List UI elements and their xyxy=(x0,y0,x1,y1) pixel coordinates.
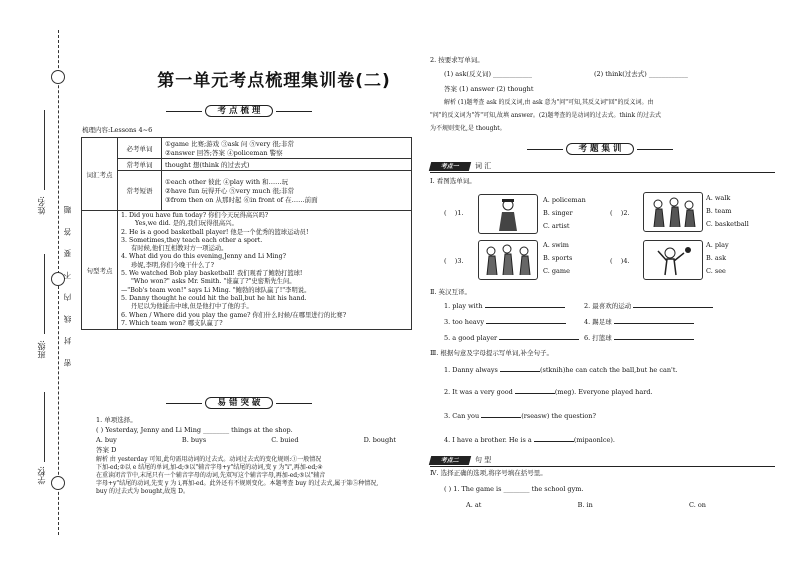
sentence-item: 丹尼以为他能击中球,但是他打中了他的手。 xyxy=(131,303,253,311)
section-banner-review: 考 点 梳 理 xyxy=(205,105,273,117)
answer-blank[interactable] xyxy=(486,323,566,324)
pic1-options xyxy=(543,196,586,230)
q2-analysis-1: 解析 (1)题考查 ask 的反义词,由 ask 意为"问"可知,其反义词"回"的反义词。由 xyxy=(444,99,654,106)
item-text: 3. Can you xyxy=(444,412,480,420)
translate-item xyxy=(584,318,694,327)
choice-option-c: C. on xyxy=(689,501,706,509)
school-label: 学校: xyxy=(37,466,46,485)
q2-analysis-2: "问"的反义词为"答"可知,故填 answer。(2)题考查的是动词的过去式。think 的过去式 xyxy=(430,112,662,119)
translate-item xyxy=(444,334,579,343)
sentence-item: 珍妮,李明,你们今晚干什么了? xyxy=(131,261,214,269)
pic4-options xyxy=(706,241,729,275)
fill-item xyxy=(444,366,678,375)
analysis-line: 下加-ed;②以 e 结尾的单词,加-d;③以"辅音字母+y"结尾的动词,变 y 为"i",再加-ed;④ xyxy=(96,464,323,472)
choice-option-a: A. at xyxy=(466,501,482,509)
sentence-item: 5. Danny thought he could hit the ball,but he hit his hand. xyxy=(121,294,307,302)
page-title: 第一单元考点梳理集训卷(二) xyxy=(157,71,391,91)
binding-hole xyxy=(51,70,65,84)
choice-question: ( ) 1. The game is ________ the school gym. xyxy=(444,485,584,493)
policeman-picture xyxy=(478,194,538,234)
translate-item xyxy=(444,302,565,311)
answer-blank[interactable] xyxy=(499,339,579,340)
pic2-options xyxy=(706,194,749,228)
mc-question: ( ) Yesterday, Jenny and Li Ming ________ things at the shop. xyxy=(96,426,293,434)
knowledge-table xyxy=(81,137,412,330)
vocab-category: 词汇考点 xyxy=(82,138,118,211)
basketball-team-picture xyxy=(643,192,703,232)
analysis-line: 解析 由 yesterday 可知,此句需用动词的过去式。动词过去式的变化规则:①一般情况 xyxy=(96,456,322,463)
analysis-line: 在重读闭音节中,末尾只有一个辅音字母的动词,先双写这个辅音字母,再加-ed;⑤以"辅音 xyxy=(96,472,326,480)
option: B. singer xyxy=(543,208,573,217)
option: A. swim xyxy=(543,241,569,249)
paren-blank: ( )2. xyxy=(610,209,630,217)
review-scope: 梳理内容:Lessons 4~6 xyxy=(82,126,153,134)
answer-blank[interactable] xyxy=(614,323,694,324)
mc-option-d: D. bought xyxy=(363,436,396,444)
common-words: thought 想(think 的过去式) xyxy=(162,159,412,171)
item-text: 3. too heavy xyxy=(444,318,485,326)
item-text: 5. a good player xyxy=(444,334,498,342)
binding-margin xyxy=(0,0,74,562)
sentence-category: 句型考点 xyxy=(82,211,118,330)
sentence-item: 有时候,他们互相教对方一项运动。 xyxy=(131,245,228,253)
fill-item xyxy=(444,388,653,397)
mc-answer: 答案 D xyxy=(96,446,117,454)
must-words-label: 必考单词 xyxy=(118,138,162,159)
paren-blank: ( )1. xyxy=(444,209,464,217)
mc-option-b: B. buys xyxy=(181,436,207,444)
section-tag-2: 考点二 xyxy=(429,456,471,465)
sentence-item: —"Bob's team won!" says Li Ming. "鲍勃的球队赢了!"李明说。 xyxy=(121,286,311,294)
item-text: (mipaonlce). xyxy=(573,436,615,444)
part2-heading: Ⅱ. 英汉互译。 xyxy=(430,288,472,296)
analysis-line: buy 的过去式为 bought,故选 D。 xyxy=(96,488,189,496)
sentence-item: 7. Which team won? 哪支队赢了? xyxy=(121,319,223,327)
mc-heading: 1. 单项选择。 xyxy=(96,416,137,424)
option: C. game xyxy=(543,266,570,275)
section-label-vocab: 词 汇 xyxy=(475,162,492,170)
mc-options xyxy=(96,436,396,445)
seal-notice: 密 封 线 内 不 要 答 题 xyxy=(63,200,72,367)
mc-option-c: C. buied xyxy=(271,436,299,444)
sentence-item: 2. He is a good basketball player! 他是一个优秀的篮球运动员! xyxy=(121,228,309,236)
q2-item-2: (2) think(过去式) ____________ xyxy=(594,70,688,78)
option: C. basketball xyxy=(706,219,749,228)
choice-option-b: B. in xyxy=(577,501,593,509)
option: B. team xyxy=(706,206,732,215)
common-phrases-label: 常考短语 xyxy=(118,171,162,211)
paren-blank: ( )4. xyxy=(610,257,630,265)
pic-number: 2. xyxy=(623,209,630,217)
item-text: 1. Danny always xyxy=(444,366,498,374)
play-picture xyxy=(643,240,703,280)
must-words-row: ①game 比赛;游戏 ③ask 问 ⑤very 很;非常 xyxy=(165,140,295,148)
q2-heading: 2. 按要求写单词。 xyxy=(430,56,484,64)
paren-blank: ( )3. xyxy=(444,257,464,265)
pic3-options xyxy=(543,241,572,275)
translate-item xyxy=(584,334,694,343)
sentence-item: Yes,we did. 是的,我们玩得很高兴。 xyxy=(135,220,238,228)
binding-hole xyxy=(51,476,65,490)
name-label: 姓名: xyxy=(37,196,46,215)
pic-number: 4. xyxy=(623,257,630,265)
item-text: 4. I have a brother. He is a xyxy=(444,436,532,444)
option: B. ask xyxy=(706,253,727,262)
item-text: (meg). Everyone played hard. xyxy=(554,388,653,396)
sentence-item: "Who won?" asks Mr. Smith. "谁赢了?"史密斯先生问。 xyxy=(131,278,296,286)
option: A. play xyxy=(706,241,729,249)
must-words-row: ②answer 回答;答案 ④policeman 警察 xyxy=(165,149,283,157)
part3-heading: Ⅲ. 根据句意及字母提示写单词,补全句子。 xyxy=(430,349,553,357)
option: C. artist xyxy=(543,221,570,230)
answer-blank[interactable] xyxy=(633,307,713,308)
mc-analysis xyxy=(96,456,414,496)
item-text: 2. 最喜欢的运动 xyxy=(584,302,632,310)
phrase-row: ②have fun 玩得开心 ⑤very much 很;非常 xyxy=(165,187,295,195)
answer-blank[interactable] xyxy=(614,339,694,340)
fill-item xyxy=(444,436,615,445)
pic-number: 3. xyxy=(457,257,464,265)
item-text: 4. 踢足球 xyxy=(584,318,612,326)
item-text: 6. 打篮球 xyxy=(584,334,612,342)
sentence-item: 5. We watched Bob play basketball! 我们观看了鲍勃打篮球! xyxy=(121,270,303,278)
item-text: 2. It was a very good xyxy=(444,388,513,396)
answer-blank[interactable] xyxy=(485,307,565,308)
q2-analysis-3: 为不规则变化,是 thought。 xyxy=(430,125,506,132)
option: B. sports xyxy=(543,253,573,262)
choice-options xyxy=(466,501,706,510)
class-line xyxy=(44,254,45,334)
fill-item xyxy=(444,412,596,421)
answer-blank[interactable] xyxy=(534,441,574,442)
school-line xyxy=(44,392,45,462)
translate-item xyxy=(584,302,713,311)
part4-heading: Ⅳ. 选择正确的选项,将序号填在括号里。 xyxy=(430,469,547,477)
answer-blank[interactable] xyxy=(481,417,521,418)
mc-option-a: A. buy xyxy=(96,436,117,444)
section-label-sentence: 句 型 xyxy=(475,456,492,464)
answer-blank[interactable] xyxy=(515,393,555,394)
sentence-item: 6. When / Where did you play the game? 你们什么时候/在哪里进行的比赛? xyxy=(121,311,347,319)
section-rule xyxy=(430,172,775,173)
item-text: 1. play with xyxy=(444,302,483,310)
section-rule xyxy=(430,466,775,467)
phrase-row: ③from then on 从那时起 ⑥in front of 在……前面 xyxy=(165,196,318,204)
q2-answer: 答案 (1) answer (2) thought xyxy=(444,85,534,93)
q2-item-1: (1) ask(反义词) ____________ xyxy=(444,70,533,78)
phrase-row: ①each other 彼此 ④play with 和……玩 xyxy=(165,178,289,186)
sentence-item: 1. Did you have fun today? 你们今天玩得高兴吗? xyxy=(121,212,269,219)
sentence-item: 4. What did you do this evening,Jenny and Li Ming? xyxy=(121,253,287,261)
section-banner-errors: 易 错 突 破 xyxy=(205,397,273,409)
part1-heading: Ⅰ. 看图选单词。 xyxy=(430,177,476,185)
option: A. policeman xyxy=(543,196,586,204)
pic-number: 1. xyxy=(457,209,464,217)
name-line xyxy=(44,110,45,190)
section-tag-1: 考点一 xyxy=(429,162,471,171)
answer-blank[interactable] xyxy=(500,371,540,372)
section-banner-practice: 考 题 集 训 xyxy=(566,143,634,155)
item-text: (stknih)he can catch the ball,but he can't. xyxy=(539,366,678,374)
item-text: (rseasw) the question? xyxy=(521,412,596,420)
option: C. see xyxy=(706,266,726,275)
class-label: 班级: xyxy=(37,340,46,359)
option: A. walk xyxy=(706,194,731,202)
translate-item xyxy=(444,318,566,327)
analysis-line: 字母+y"结尾的动词,先变 y 为 i,再加-ed。此外还有不规则变化。本题考查 buy 的过去式,属于第⑤种情况, xyxy=(96,480,379,488)
sentence-item: 3. Sometimes,they teach each other a sport. xyxy=(121,236,263,244)
sports-picture xyxy=(478,240,538,280)
common-words-label: 常考单词 xyxy=(118,159,162,171)
